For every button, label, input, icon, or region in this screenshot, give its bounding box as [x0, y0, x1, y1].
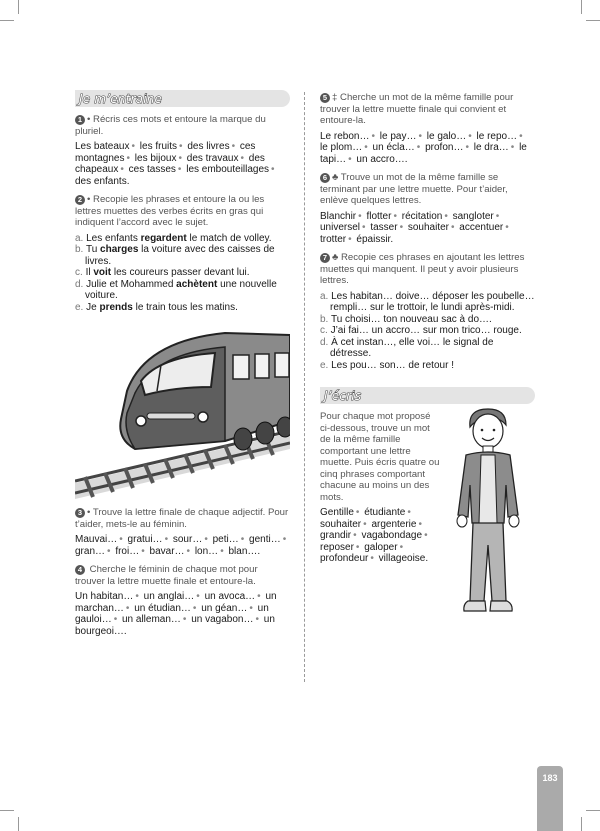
sentence: d. Julie et Mohammed achètent une nouvelle voiture.	[75, 278, 277, 301]
column-divider	[304, 92, 305, 682]
sentence: e. Les pou… son… de retour !	[320, 359, 454, 371]
section-title: J’écris	[324, 388, 362, 403]
word: souhaiter	[407, 222, 449, 233]
word: Le rebon…	[320, 130, 370, 142]
word: les fruits	[139, 141, 178, 152]
exercise-number: 6	[320, 173, 330, 183]
word: profon…	[425, 142, 464, 153]
boy-illustration	[448, 405, 528, 625]
crop-mark	[18, 0, 19, 14]
train-icon	[75, 321, 290, 499]
exercise-3	[75, 507, 290, 557]
exercise-number: 2	[75, 195, 85, 205]
word: le tapi…	[320, 142, 527, 165]
word: le dra…	[473, 142, 509, 153]
word: un accro….	[356, 153, 408, 165]
sentence-list	[320, 291, 535, 372]
word: des chapeaux	[75, 152, 265, 175]
sentence: b. Tu choisi… ton nouveau sac à do….	[320, 313, 492, 325]
exercise-5	[320, 92, 535, 165]
word: un alleman…	[122, 614, 181, 625]
word: Les bateaux	[75, 141, 130, 152]
exercise-instruction: • Récris ces mots et entoure la marque du pluriel.	[75, 114, 266, 137]
word: un marchan…	[75, 591, 277, 614]
word: peti…	[212, 534, 239, 545]
word: galoper	[364, 541, 398, 553]
left-column	[75, 90, 290, 644]
word-list: Mauvai… • gratui… • sour… • peti… • genti… • gran… • froi… • bavar… • lon… • blan….	[75, 534, 287, 557]
word: grandir	[320, 530, 352, 541]
word: ces montagnes	[75, 141, 256, 164]
word: froi…	[115, 545, 140, 557]
exercise-2	[75, 194, 290, 313]
word: un géan…	[201, 602, 248, 614]
word: un vagabon…	[191, 614, 254, 625]
boy-icon	[448, 405, 528, 620]
word: récitation	[401, 210, 443, 222]
word: le plom…	[320, 142, 363, 153]
sentence: e. Je prends le train tous les matins.	[75, 301, 238, 313]
word: souhaiter	[320, 518, 362, 530]
difficulty-icon: ‡	[332, 92, 338, 103]
crop-mark	[0, 20, 14, 21]
exercise-instruction: Cherche un mot de la même famille pour trouver la lettre muette finale qui convient et entoure-la.	[320, 92, 514, 126]
right-column	[320, 92, 535, 572]
exercise-instruction: • Trouve la lettre finale de chaque adjectif. Pour t’aider, mets-le au féminin.	[75, 507, 289, 530]
exercise-instruction: Recopie ces phrases en ajoutant les lettres muettes qui manquent. Il peut y avoir plusieurs lettres.	[320, 252, 525, 286]
word: universel	[320, 222, 361, 233]
exercise-number: 4	[75, 565, 85, 575]
exercise-number: 5	[320, 93, 330, 103]
word: le pay…	[379, 130, 417, 142]
crop-mark	[581, 0, 582, 14]
word: reposer	[320, 541, 354, 553]
train-illustration	[75, 321, 290, 499]
word: Un habitan…	[75, 591, 134, 602]
word: étudiante	[364, 507, 406, 518]
word-list: Le rebon… • le pay… • le galo… • le repo… • le plom… • un écla… • profon… • le dra… • le tapi… • un accro….	[320, 130, 527, 165]
sentence: c. Il voit les coureurs passer devant lui.	[75, 267, 250, 278]
jecris-block	[320, 411, 535, 565]
crop-mark	[0, 810, 14, 811]
word: épaissir.	[356, 233, 394, 245]
word: accentuer	[459, 222, 504, 233]
crop-mark	[581, 817, 582, 831]
word: un avoca…	[204, 591, 256, 602]
word: le galo…	[426, 130, 467, 142]
word: villageoise.	[378, 553, 429, 564]
word: des livres	[187, 141, 230, 152]
section-header-jecris	[320, 387, 535, 404]
page-number: 183	[542, 773, 558, 783]
exercise-6	[320, 172, 535, 245]
word: un étudian…	[134, 602, 191, 614]
section-title: Je m’entraine	[79, 91, 163, 106]
sentence: a. Les enfants regardent le match de volley.	[75, 232, 272, 244]
word: un anglai…	[143, 591, 195, 602]
jecris-instruction: Pour chaque mot proposé ci-dessous, trouve un mot de la même famille comportant une lettre muette. Puis écris quatre ou cinq phrases comportant chacune au moins un des mots.	[320, 411, 440, 503]
exercise-number: 1	[75, 115, 85, 125]
exercise-7	[320, 252, 535, 371]
word: argenterie	[371, 518, 417, 530]
word: sangloter	[452, 210, 494, 222]
word-list: Un habitan… • un anglai… • un avoca… • un marchan… • un étudian… • un géan… • un gauloi… • un alleman… • un vagabon… • un bourgeoi….	[75, 591, 277, 637]
word: des travaux	[186, 152, 239, 164]
word: lon…	[194, 545, 219, 557]
word: un bourgeoi….	[75, 614, 275, 637]
exercise-number: 3	[75, 508, 85, 518]
word: Mauvai…	[75, 534, 118, 545]
difficulty-icon: ♣	[332, 172, 339, 183]
word: Blanchir	[320, 210, 357, 222]
crop-mark	[586, 20, 600, 21]
word: genti…	[249, 534, 281, 545]
word: ces tasses	[128, 164, 176, 175]
sentence-list	[75, 233, 290, 314]
crop-mark	[18, 817, 19, 831]
word: flotter	[366, 210, 392, 222]
word: Gentille	[320, 507, 354, 518]
exercise-number: 7	[320, 253, 330, 263]
word: sour…	[172, 534, 203, 545]
exercise-instruction: Trouve un mot de la même famille se terminant par une lettre muette. Pour t’aider, enlève quelques lettres.	[320, 172, 508, 206]
word: les bijoux	[134, 152, 177, 164]
exercise-instruction: • Recopie les phrases et entoure la ou les lettres muettes des verbes écrits en gras qui indiquent l’accord avec le sujet.	[75, 194, 265, 228]
word: bavar…	[149, 545, 185, 557]
word: les embouteillages	[186, 164, 270, 175]
word: un gauloi…	[75, 602, 269, 625]
exercise-1	[75, 114, 290, 187]
word: le repo…	[476, 130, 518, 142]
sentence: c. J’ai fai… un accro… sur mon trico… rouge.	[320, 325, 522, 336]
sentence: d. À cet instan…, elle voi… le signal de détresse.	[320, 336, 494, 359]
word-list: Les bateaux • les fruits • des livres • ces montagnes • les bijoux • des travaux • des chapeaux • ces tasses • les embouteillages • des enfants.	[75, 141, 275, 187]
exercise-instruction: Cherche le féminin de chaque mot pour trouver la lettre muette finale et entoure-la.	[75, 564, 258, 587]
word-list: Gentille • étudiante • souhaiter • argenterie • grandir • vagabondage • reposer • galoper • profondeur • villageoise.	[320, 507, 429, 564]
word: gratui…	[127, 534, 163, 545]
exercise-4	[75, 564, 290, 637]
sentence: a. Les habitan… doive… déposer les poubelle… rempli… sur le trottoir, le lundi après-midi.	[320, 290, 535, 313]
word: blan….	[228, 545, 261, 557]
sentence: b. Tu charges la voiture avec des caisses de livres.	[75, 244, 275, 267]
word-list: Blanchir • flotter • récitation • sangloter • universel • tasser • souhaiter • accentuer • trotter • épaissir.	[320, 210, 509, 245]
word: tasser	[370, 222, 398, 233]
word: un écla…	[372, 142, 415, 153]
section-header-je-mentraine	[75, 90, 290, 107]
difficulty-icon: ♣	[332, 252, 339, 263]
word: gran…	[75, 545, 106, 557]
word: trotter	[320, 233, 347, 245]
word: vagabondage	[361, 530, 423, 541]
word: des enfants.	[75, 175, 130, 187]
word: profondeur	[320, 553, 369, 564]
crop-mark	[586, 810, 600, 811]
